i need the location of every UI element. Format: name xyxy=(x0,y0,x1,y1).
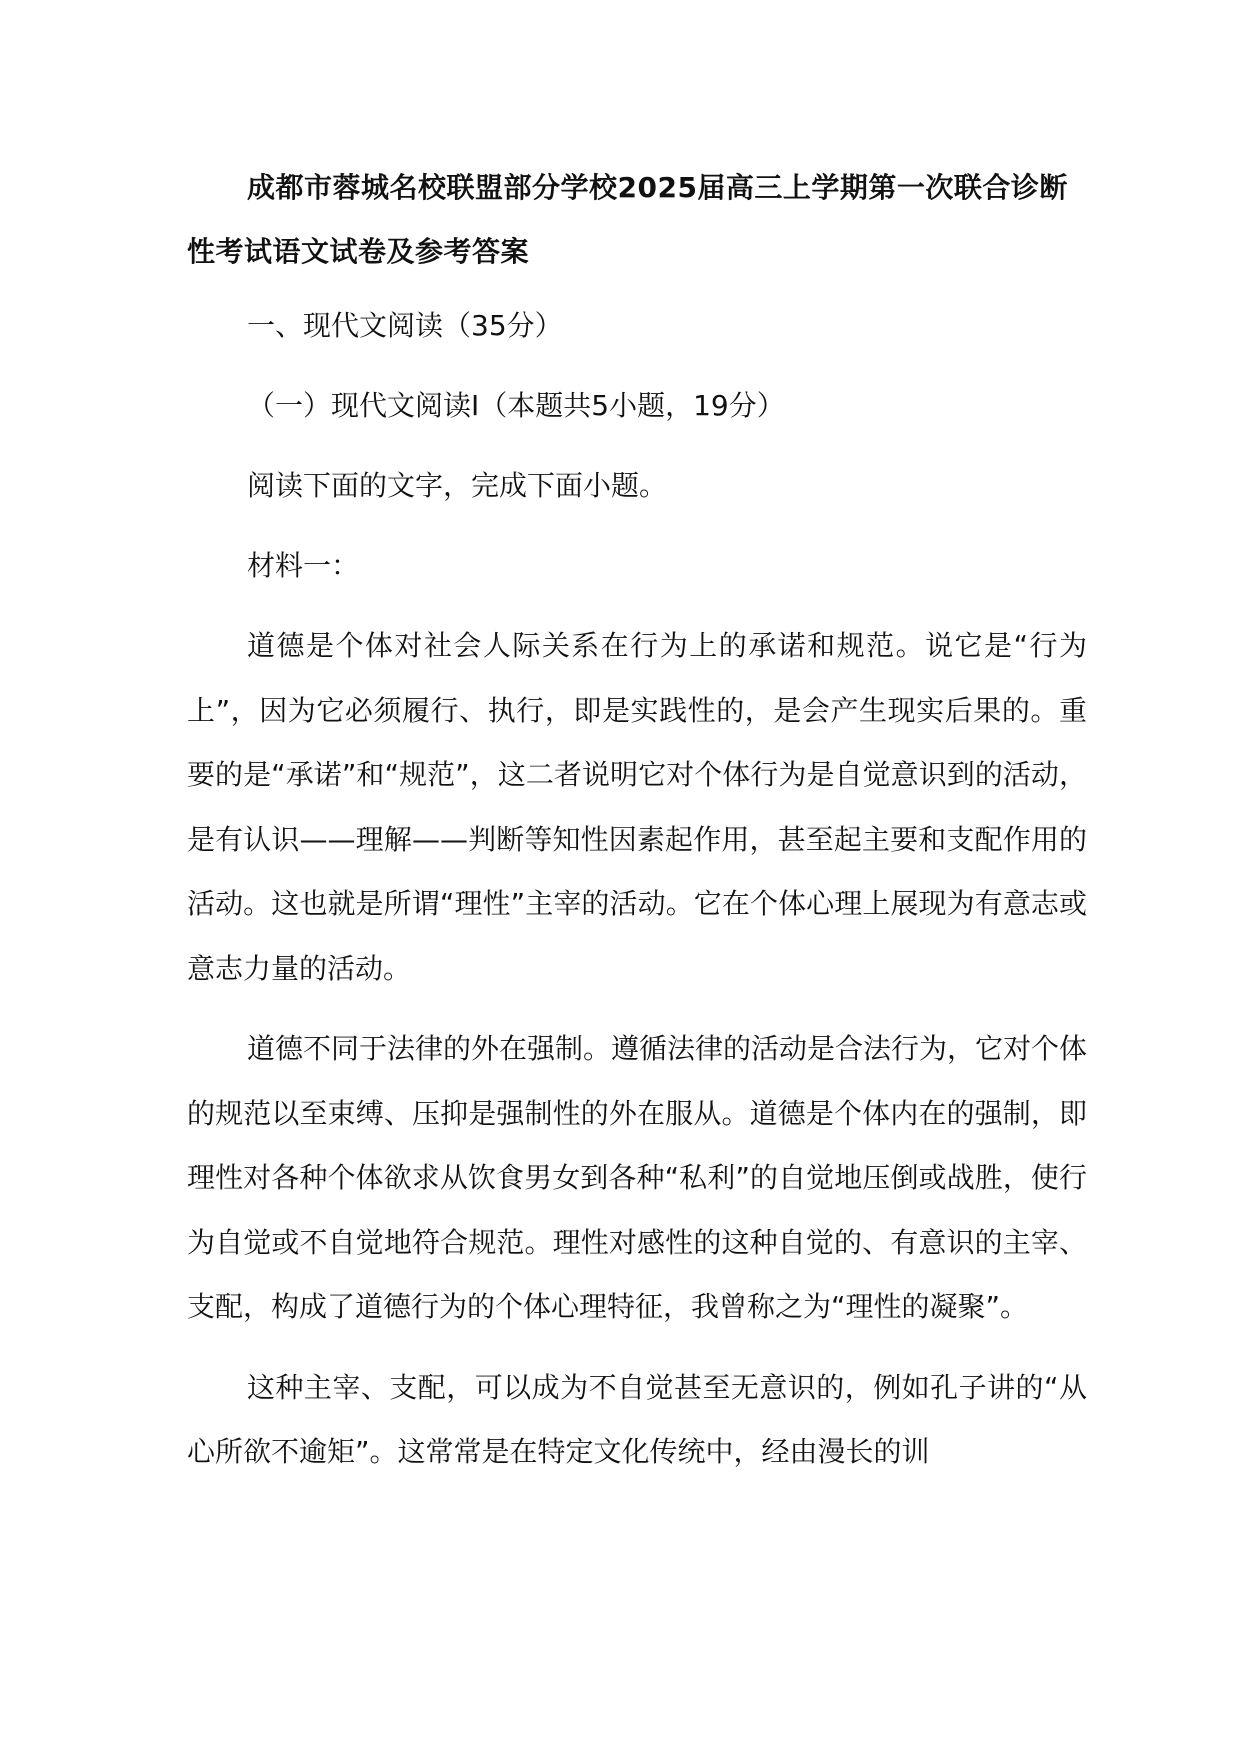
paragraph-1: 道德是个体对社会人际关系在行为上的承诺和规范。说它是“行为上”，因为它必须履行、执行，即是实践性的，是会产生现实后果的。重要的是“承诺”和“规范”，这二者说明它对个体行为是自觉意识到的活动，是有认识——理解——判断等知性因素起作用，甚至起主要和支配作用的活动。这也就是所谓“理性”主宰的活动。它在个体心理上展现为有意志或意志力量的活动。 xyxy=(187,629,1087,985)
instruction-text: 阅读下面的文字，完成下面小题。 xyxy=(247,469,668,502)
paragraph-2: 道德不同于法律的外在强制。遵循法律的活动是合法行为，它对个体的规范以至束缚、压抑是强制性的外在服从。道德是个体内在的强制，即理性对各种个体欲求从饮食男女到各种“私利”的自觉地压倒或战胜，使行为自觉或不自觉地符合规范。理性对感性的这种自觉的、有意识的主宰、支配，构成了道德行为的个体心理特征，我曾称之为“理性的凝聚”。 xyxy=(187,1032,1088,1323)
material-label: 材料一： xyxy=(247,549,360,582)
document-page xyxy=(187,156,1087,1485)
document-title: 成都市蓉城名校联盟部分学校2025届高三上学期第一次联合诊断性考试语文试卷及参考答案 xyxy=(187,171,1068,268)
section-heading: 一、现代文阅读（35分） xyxy=(247,309,563,342)
paragraph-3: 这种主宰、支配，可以成为不自觉甚至无意识的，例如孔子讲的“从心所欲不逾矩”。这常常是在特定文化传统中，经由漫长的训 xyxy=(187,1370,1087,1468)
subsection-heading: （一）现代文阅读Ⅰ（本题共5小题，19分） xyxy=(247,389,785,422)
